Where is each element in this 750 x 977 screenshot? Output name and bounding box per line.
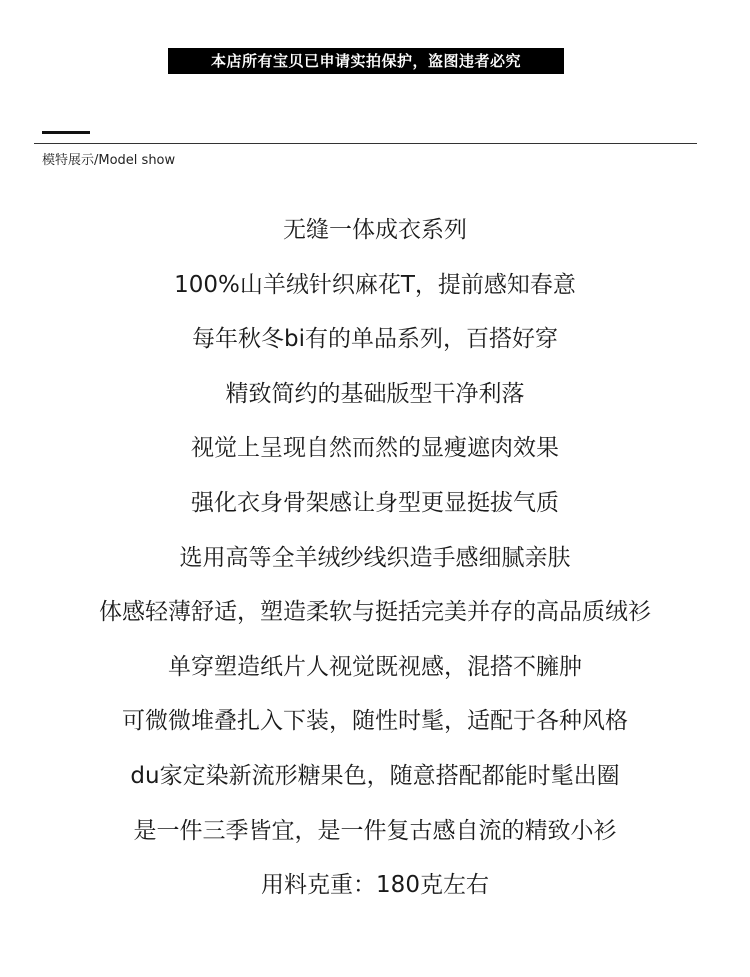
description-line: 是一件三季皆宜，是一件复古感自流的精致小衫 [133,817,617,844]
section-title: 模特展示/Model show [42,153,176,168]
copyright-notice-banner: 本店所有宝贝已申请实拍保护，盗图违者必究 [168,48,564,74]
section-accent-line [42,131,90,134]
description-line: 视觉上呈现自然而然的显瘦遮肉效果 [191,435,559,462]
fabric-weight-line: 用料克重：180克左右 [261,872,489,899]
description-line: 选用高等全羊绒纱线织造手感细腻亲肤 [179,544,571,571]
description-line: 100%山羊绒针织麻花T，提前感知春意 [174,271,576,298]
description-line: du家定染新流形糖果色，随意搭配都能时髦出圈 [130,762,620,789]
product-description [0,208,750,918]
description-line: 可微微堆叠扎入下装，随性时髦，适配于各种风格 [122,708,628,735]
description-line: 无缝一体成衣系列 [283,217,467,243]
section-divider [34,143,697,144]
description-line: 体感轻薄舒适，塑造柔软与挺括完美并存的高品质绒衫 [99,599,651,626]
description-line: 强化衣身骨架感让身型更显挺拔气质 [191,489,559,516]
description-line: 精致简约的基础版型干净利落 [225,380,525,407]
description-line: 单穿塑造纸片人视觉既视感，混搭不臃肿 [168,653,582,680]
description-line: 每年秋冬bi有的单品系列，百搭好穿 [192,326,558,353]
